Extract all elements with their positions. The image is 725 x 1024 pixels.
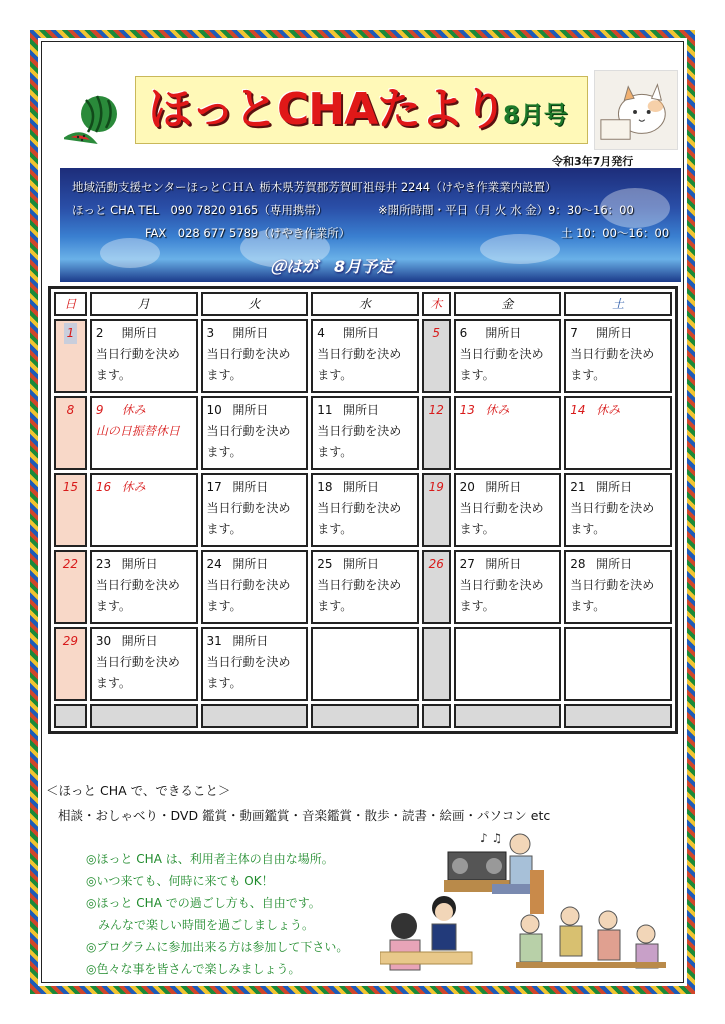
banner-fax: FAX 028 677 5789（けやき作業所） <box>145 226 351 240</box>
day-number: 4 <box>317 326 325 340</box>
day-number: 1 <box>64 323 78 344</box>
footer-cell <box>422 704 451 728</box>
cat-illustration <box>594 70 678 150</box>
thursday-cell <box>422 396 451 470</box>
day-note: 開所日 当日行動を決めます。 <box>206 557 291 613</box>
day-note: 休み <box>485 403 510 417</box>
day-cell <box>454 473 562 547</box>
footer-cell <box>54 704 87 728</box>
day-cell <box>311 473 419 547</box>
day-cell <box>454 319 562 393</box>
day-note: 開所日 当日行動を決めます。 <box>206 634 291 690</box>
day-number: 24 <box>206 557 222 571</box>
day-note: 休み 山の日振替休日 <box>95 403 180 438</box>
day-note: 開所日 当日行動を決めます。 <box>206 403 291 459</box>
day-number: 12 <box>428 403 444 417</box>
day-number: 11 <box>317 403 333 417</box>
day-number: 8 <box>66 403 75 417</box>
day-cell <box>90 627 198 701</box>
day-number: 22 <box>62 557 79 571</box>
day-number: 31 <box>206 634 222 648</box>
message-line: みんなで楽しい時間を過ごしましょう。 <box>86 918 315 932</box>
day-cell <box>454 550 562 624</box>
calendar-header-row <box>54 292 672 316</box>
day-cell <box>201 550 309 624</box>
day-cell <box>564 550 672 624</box>
newsletter-title: ほっとCHAたより <box>148 84 507 135</box>
day-number: 13 <box>459 403 475 417</box>
header-sunday: 日 <box>54 292 87 316</box>
day-note: 開所日 当日行動を決めます。 <box>95 634 180 690</box>
message-line: ◎ほっと CHA は、利用者主体の自由な場所。 <box>86 852 334 866</box>
day-cell <box>564 396 672 470</box>
day-cell <box>201 396 309 470</box>
day-number: 10 <box>206 403 222 417</box>
sunday-cell <box>54 396 87 470</box>
day-note: 開所日 当日行動を決めます。 <box>317 557 402 613</box>
day-cell <box>564 319 672 393</box>
day-cell <box>311 396 419 470</box>
calendar-week-row <box>54 473 672 547</box>
day-note: 開所日 当日行動を決めます。 <box>95 557 180 613</box>
message-line: ◎プログラムに参加出来る方は参加して下さい。 <box>86 940 349 954</box>
calendar-week-row <box>54 550 672 624</box>
day-number: 25 <box>317 557 333 571</box>
message-line: ◎ほっと CHA での過ごし方も、自由です。 <box>86 896 321 910</box>
activities-list: 相談・おしゃべり・DVD 鑑賞・動画鑑賞・音楽鑑賞・散歩・読書・絵画・パソコン etc <box>58 808 551 823</box>
day-note: 開所日 当日行動を決めます。 <box>459 326 544 382</box>
calendar-footer-row <box>54 704 672 728</box>
thursday-cell <box>422 550 451 624</box>
day-note: 開所日 当日行動を決めます。 <box>317 326 402 382</box>
day-number: 14 <box>570 403 586 417</box>
banner-address: 地域活動支援センターほっとＣＨＡ 栃木県芳賀郡芳賀町祖母井 2244（けやき作業業内設置） <box>72 180 557 194</box>
header-friday: 金 <box>454 292 562 316</box>
day-number: 26 <box>428 557 444 571</box>
calendar-week-row <box>54 396 672 470</box>
day-cell <box>454 627 562 701</box>
message-line: ◎色々な事を皆さんで楽しみましょう。 <box>86 962 301 976</box>
footer-cell <box>564 704 672 728</box>
day-number: 17 <box>206 480 222 494</box>
day-note: 休み <box>121 480 146 494</box>
day-note: 開所日 当日行動を決めます。 <box>459 480 544 536</box>
day-number: 5 <box>432 326 441 340</box>
day-number: 7 <box>570 326 578 340</box>
day-number: 29 <box>62 634 79 648</box>
day-number: 3 <box>206 326 215 340</box>
day-note: 開所日 当日行動を決めます。 <box>570 557 655 613</box>
banner-subtitle: ＠はが 8月予定 <box>270 257 394 276</box>
calendar-week-row <box>54 627 672 701</box>
day-number: 15 <box>62 480 79 494</box>
day-cell <box>201 319 309 393</box>
day-number: 16 <box>95 480 112 494</box>
svg-text:♪ ♫: ♪ ♫ <box>480 831 503 845</box>
day-cell <box>311 627 419 701</box>
day-note: 開所日 当日行動を決めます。 <box>95 326 180 382</box>
people-illustration <box>380 822 675 982</box>
header-monday: 月 <box>90 292 198 316</box>
day-note: 開所日 当日行動を決めます。 <box>570 480 655 536</box>
day-note: 開所日 当日行動を決めます。 <box>459 557 544 613</box>
day-cell <box>90 396 198 470</box>
header-thursday: 木 <box>422 292 451 316</box>
day-note: 休み <box>596 403 621 417</box>
issue-month: 8月号 <box>503 101 568 129</box>
day-note: 開所日 当日行動を決めます。 <box>317 480 402 536</box>
day-note: 開所日 当日行動を決めます。 <box>206 326 291 382</box>
header-tuesday: 火 <box>201 292 309 316</box>
day-number: 19 <box>428 480 444 494</box>
day-number: 20 <box>459 480 475 494</box>
day-number: 2 <box>95 326 104 340</box>
issue-date: 令和3年7月発行 <box>552 155 634 168</box>
day-number: 9 <box>95 403 104 417</box>
thursday-cell <box>422 319 451 393</box>
banner-hours-saturday: 土 10：00～16：00 <box>561 226 670 240</box>
day-cell <box>564 473 672 547</box>
day-number: 30 <box>95 634 112 648</box>
watermelon-icon <box>64 92 122 150</box>
header-wednesday: 水 <box>311 292 419 316</box>
footer-cell <box>454 704 562 728</box>
day-cell <box>90 550 198 624</box>
footer-cell <box>90 704 198 728</box>
calendar-week-row <box>54 319 672 393</box>
day-number: 21 <box>570 480 586 494</box>
activities-title: ＜ほっと CHA で、できること＞ <box>46 783 231 798</box>
sunday-cell <box>54 473 87 547</box>
day-cell <box>201 473 309 547</box>
day-number: 6 <box>459 326 468 340</box>
day-cell <box>454 396 562 470</box>
banner-hours-weekday: ※開所時間・平日（月 火 水 金）9：30～16：00 <box>378 203 634 217</box>
day-number: 27 <box>459 557 475 571</box>
day-note: 開所日 当日行動を決めます。 <box>570 326 655 382</box>
message-line: ◎いつ来ても、何時に来ても OK！ <box>86 874 274 888</box>
footer-cell <box>311 704 419 728</box>
thursday-cell <box>422 473 451 547</box>
calendar-table <box>48 286 678 734</box>
calendar-weeks <box>54 319 672 701</box>
day-cell <box>90 473 198 547</box>
day-cell <box>90 319 198 393</box>
day-note: 開所日 当日行動を決めます。 <box>206 480 291 536</box>
day-number: 18 <box>317 480 333 494</box>
sunday-cell <box>54 319 87 393</box>
footer-cell <box>201 704 309 728</box>
day-cell <box>311 550 419 624</box>
header-saturday: 土 <box>564 292 672 316</box>
day-number: 28 <box>570 557 586 571</box>
sunday-cell <box>54 627 87 701</box>
banner-phone: ほっと CHA TEL 090 7820 9165（専用携帯） <box>72 203 328 217</box>
sunday-cell <box>54 550 87 624</box>
day-number: 23 <box>95 557 112 571</box>
day-cell <box>311 319 419 393</box>
day-cell <box>564 627 672 701</box>
thursday-cell <box>422 627 451 701</box>
day-cell <box>201 627 309 701</box>
day-note: 開所日 当日行動を決めます。 <box>317 403 402 459</box>
